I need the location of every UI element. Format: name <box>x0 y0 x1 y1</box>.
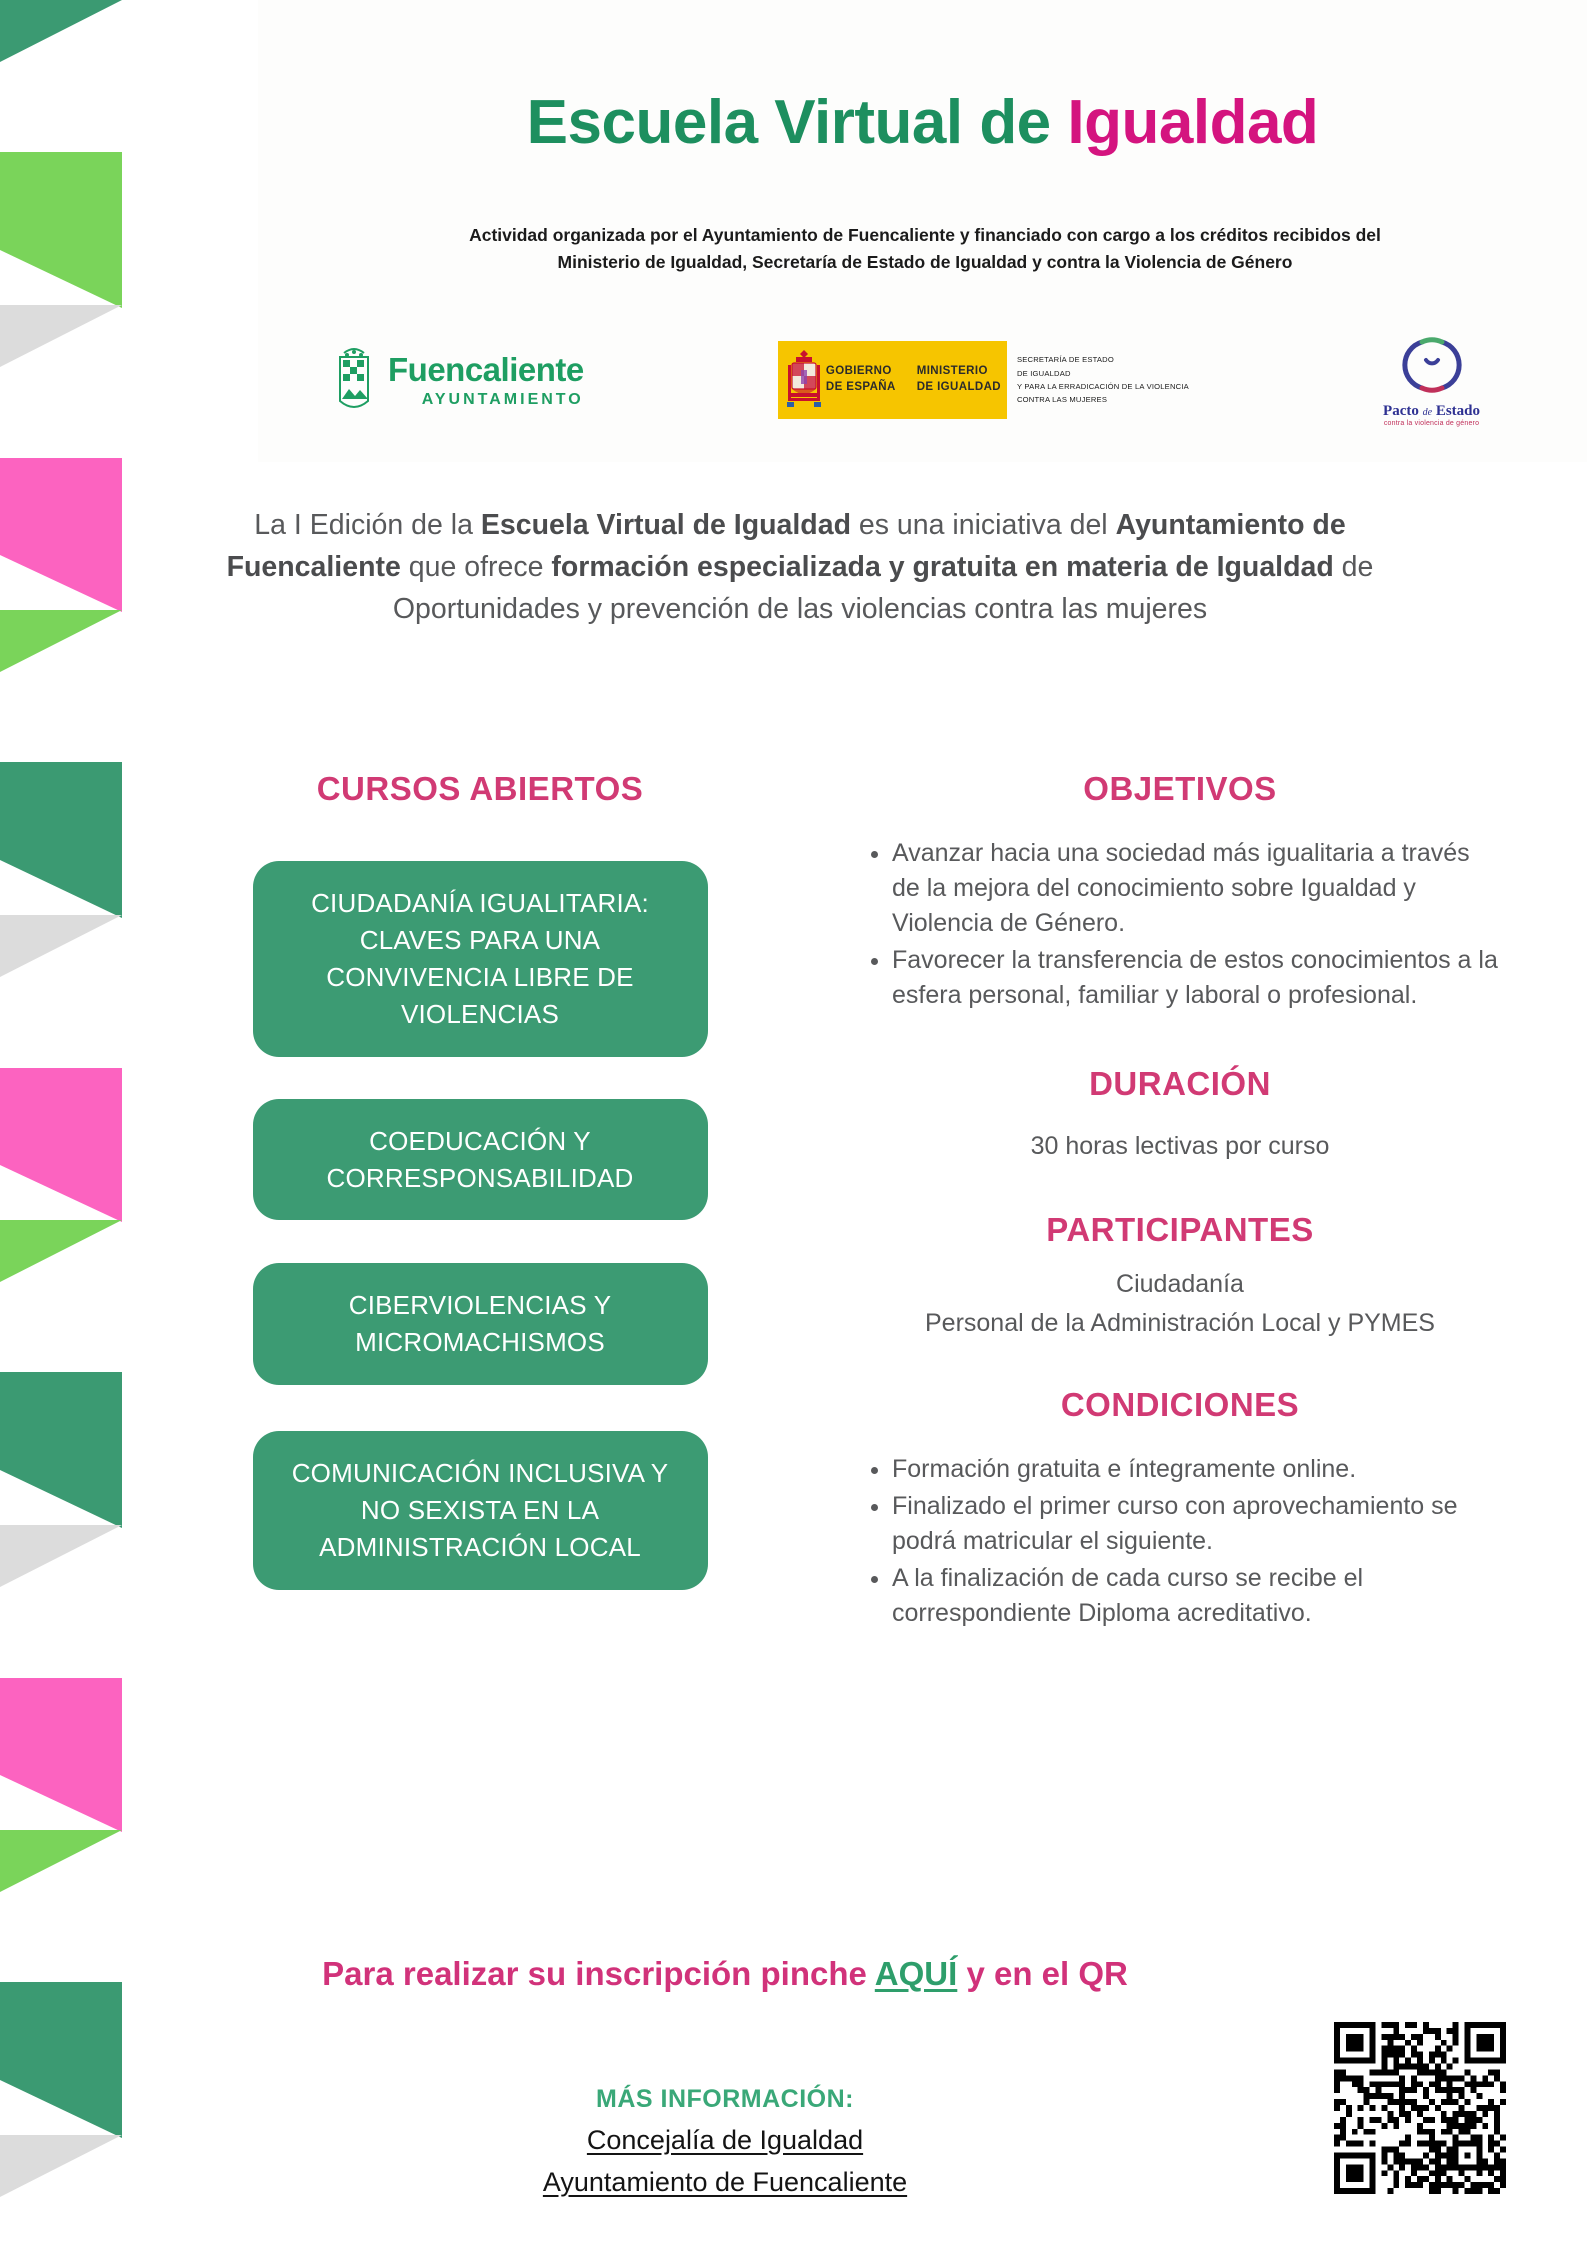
page-title <box>258 90 1587 155</box>
more-info-line-2: Ayuntamiento de Fuencaliente <box>542 2167 908 2197</box>
logo-gobierno-de-espana <box>778 341 1189 419</box>
intro-bold-3: formación especializada y gratuita en materia de Igualdad <box>551 550 1334 583</box>
pacto-title <box>1383 403 1480 420</box>
duracion-value: 30 horas lectivas por curso <box>1030 1132 1330 1160</box>
more-info-heading: MÁS INFORMACIÓN: <box>596 2085 854 2113</box>
info-column <box>860 770 1500 1633</box>
secretaria-line-4: CONTRA LAS MUJERES <box>1016 395 1108 405</box>
ministerio-line-2: DE IGUALDAD <box>916 381 1001 393</box>
logo-row <box>300 325 1530 435</box>
course-card[interactable]: CIBERVIOLENCIAS Y MICROMACHISMOS <box>253 1263 708 1385</box>
course-card[interactable]: COEDUCACIÓN Y CORRESPONSABILIDAD <box>253 1099 708 1221</box>
participantes-line-1: Ciudadanía <box>1116 1269 1244 1298</box>
inscription-cta <box>150 1955 1300 1993</box>
gobierno-label <box>826 364 896 395</box>
fuencaliente-sub: AYUNTAMIENTO <box>421 390 584 408</box>
pacto-subtitle: contra la violencia de género <box>1383 419 1480 427</box>
secretaria-line-1: SECRETARÍA DE ESTADO <box>1016 355 1114 365</box>
pacto-circle-icon <box>1396 383 1468 400</box>
list-item: • Finalizado el primer curso con aprovechamiento se podrá matricular el siguiente. <box>892 1489 1500 1559</box>
course-card[interactable]: CIUDADANÍA IGUALITARIA: CLAVES PARA UNA CONVIVENCIA LIBRE DE VIOLENCIAS <box>253 861 708 1057</box>
ministerio-line-1: MINISTERIO <box>916 365 988 378</box>
logo-fuencaliente <box>330 341 584 420</box>
qr-code[interactable] <box>1334 2022 1506 2194</box>
list-item: • A la finalización de cada curso se recibe el correspondiente Diploma acreditativo. <box>892 1561 1500 1631</box>
course-card[interactable]: COMUNICACIÓN INCLUSIVA Y NO SEXISTA EN LA ADMINISTRACIÓN LOCAL <box>253 1431 708 1590</box>
gobierno-line-2: DE ESPAÑA <box>825 381 896 393</box>
courses-column <box>140 770 820 1590</box>
fuencaliente-crest-icon <box>330 341 378 420</box>
spain-coat-of-arms-icon <box>782 345 826 416</box>
objetivos-list <box>860 836 1500 1013</box>
section-heading-cursos-abiertos: CURSOS ABIERTOS <box>316 770 644 807</box>
section-heading-participantes: PARTICIPANTES <box>1046 1210 1314 1248</box>
secretaria-line-3: Y PARA LA ERRADICACIÓN DE LA VIOLENCIA <box>1016 382 1189 391</box>
section-heading-condiciones: CONDICIONES <box>1060 1385 1300 1423</box>
intro-seg-3: que ofrece <box>400 550 552 583</box>
participantes-block <box>860 1267 1500 1342</box>
page-title-green-part: Escuela Virtual de <box>526 88 1068 157</box>
section-heading-duracion: DURACIÓN <box>1089 1065 1271 1102</box>
decorative-arrow-strip <box>0 0 122 2245</box>
ministerio-label <box>917 364 1001 395</box>
more-info-line-1: Concejalía de Igualdad <box>586 2125 864 2155</box>
gobierno-line-1: GOBIERNO <box>825 365 892 378</box>
more-info-block <box>150 2085 1300 2198</box>
subtitle-line-2: Ministerio de Igualdad, Secretaría de Estado de Igualdad y contra la Violencia de Género <box>557 252 1293 273</box>
inscription-link[interactable]: AQUÍ <box>874 1955 958 1992</box>
page-title-pink-part: Igualdad <box>1067 88 1319 157</box>
pacto-title-b: Estado <box>1432 402 1480 419</box>
cta-after-text: y en el QR <box>957 1955 1128 1992</box>
list-item: • Favorecer la transferencia de estos conocimientos a la esfera personal, familiar y laboral o profesional. <box>892 943 1500 1013</box>
list-item: • Formación gratuita e íntegramente online. <box>892 1452 1500 1487</box>
pacto-title-a: Pacto <box>1383 402 1423 419</box>
list-item: • Avanzar hacia una sociedad más igualitaria a través de la mejora del conocimiento sobre Igualdad y Violencia de Género. <box>892 836 1500 941</box>
section-heading-objetivos: OBJETIVOS <box>1083 770 1277 807</box>
fuencaliente-name: Fuencaliente <box>388 350 584 388</box>
condiciones-list <box>860 1452 1500 1631</box>
participantes-line-2: Personal de la Administración Local y PYMES <box>925 1309 1435 1337</box>
intro-seg-2: es una iniciativa del <box>850 509 1116 541</box>
subtitle <box>300 222 1550 276</box>
intro-seg-1: La I Edición de la <box>254 509 481 541</box>
logo-pacto-de-estado <box>1383 334 1480 427</box>
subtitle-line-1: Actividad organizada por el Ayuntamiento de Fuencaliente y financiado con cargo a los créditos recibidos del <box>469 225 1381 245</box>
cta-before-text: Para realizar su inscripción pinche <box>322 1955 875 1992</box>
pacto-title-de: de <box>1422 406 1433 418</box>
intro-bold-1: Escuela Virtual de Igualdad <box>480 509 851 541</box>
intro-bold-2: Ayuntamiento de Fuencaliente <box>226 509 1346 583</box>
secretaria-line-2: DE IGUALDAD <box>1016 368 1071 378</box>
intro-seg-4: de Oportunidades y prevención de las violencias contra las mujeres <box>392 550 1374 625</box>
intro-paragraph <box>210 505 1390 631</box>
secretaria-estado-label <box>1007 353 1189 406</box>
